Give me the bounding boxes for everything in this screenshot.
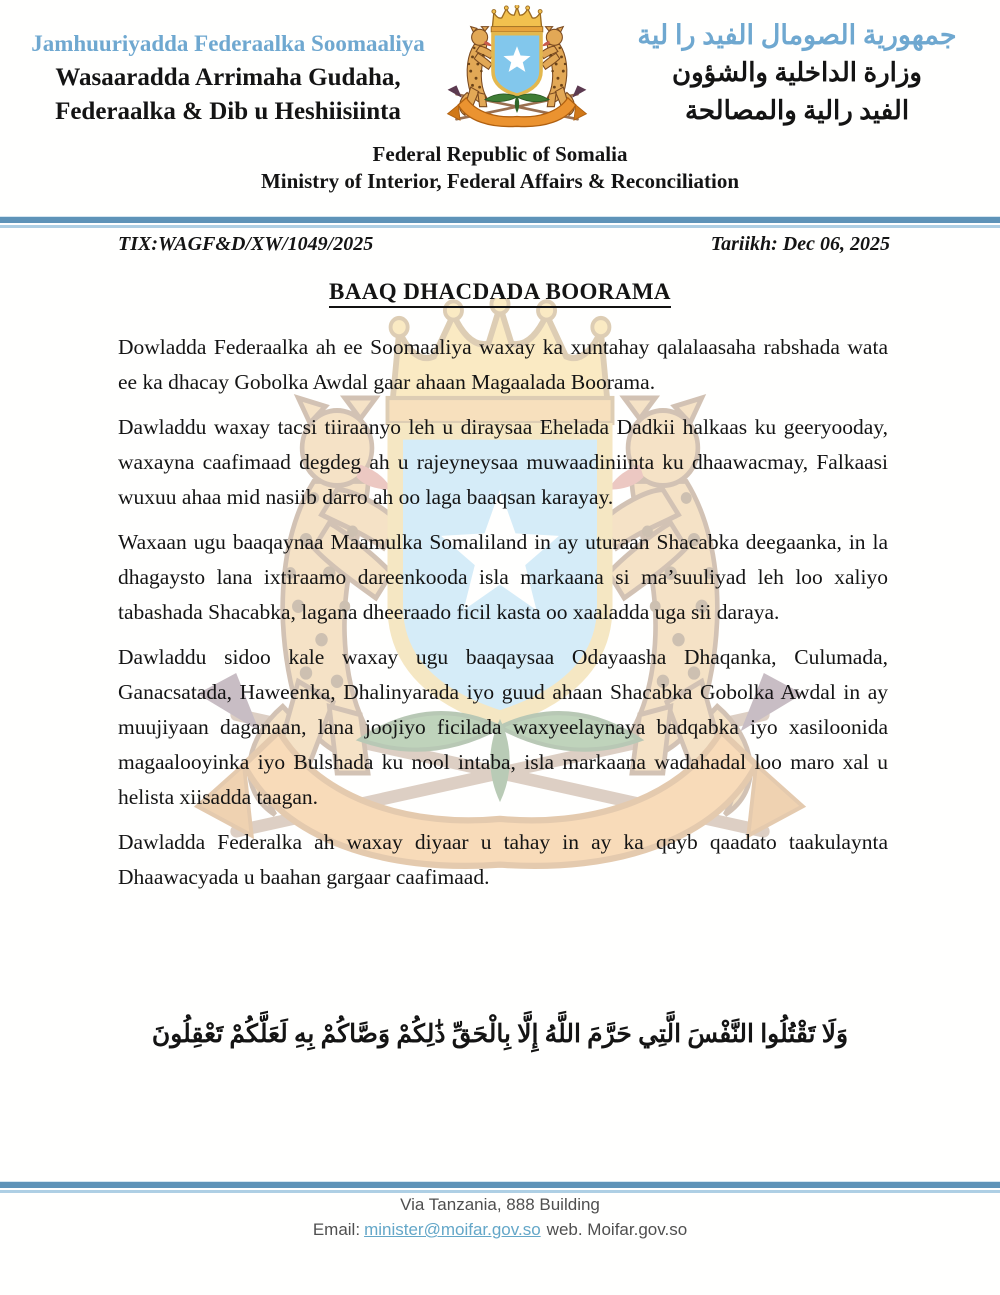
footer-web-text: web. Moifar.gov.so [546, 1220, 688, 1239]
body-paragraph: Dowladda Federaalka ah ee Soomaaliya waxay ka xuntahay qalalaasaha rabshada wata ee ka dhacay Gobolka Awdal gaar ahaan Magaalada Boorama. [118, 335, 888, 394]
footer-contact-line [0, 1217, 1000, 1242]
document-title-wrap [0, 279, 1000, 308]
reference-number: TIX:WAGF&D/XW/1049/2025 [118, 233, 374, 255]
footer-email-link[interactable]: minister@moifar.gov.so [364, 1220, 541, 1239]
header-arabic-ministry-2: الفيد رالية والمصالحة [684, 96, 910, 125]
header-somali-ministry-2: Federaalka & Dib u Heshiisiinta [55, 98, 401, 125]
body-paragraph: Dawladdu sidoo kale waxay ugu baaqaysaa Odayaasha Dhaqanka, Culumada, Ganacsatada, Haweenka, Dhalinyarada iyo guud ahaan Shacabka Gobolka Awdal in ay muujiyaan daganaan, lana joojiyo ficilada waxyeelaynaya badqabka iyo xasiloonida magaalooyinka iyo Bulshada ku nool intaba, isla markaana wadahadal loo maro xal u helista xiisadda taagan. [118, 645, 888, 809]
body-paragraph: Waxaan ugu baaqaynaa Maamulka Somaliland in ay uturaan Shacabka deegaanka, in la dhagaysto lana ixtiraamo dareenkooda isla markaana si ma’suuliyad leh loo xaliyo tabashada Shacabka, lagana dheeraado ficil kasta oo xaaladda uga sii daraya. [118, 530, 888, 624]
header-somali-block [12, 30, 444, 128]
quran-verse: وَلَا تَقْتُلُوا النَّفْسَ الَّتِي حَرَّمَ اللَّهُ إِلَّا بِالْحَقِّ ذَٰلِكُمْ وَصَّاكُمْ بِهِ لَعَلَّكُمْ تَعْقِلُونَ [151, 1021, 849, 1048]
footer-email-label: Email: [312, 1220, 361, 1239]
header-english-ministry: Ministry of Interior, Federal Affairs & Reconciliation [260, 169, 740, 193]
body-paragraph: Dawladdu waxay tacsi tiiraanyo leh u diraysaa Ehelada Dadkii halkaas ku geeryooday, waxayna caafimaad degdeg ah u rajeyneysaa muwaadiniinta ku dhaawacmay, Falkaasi wuxuu ahaa mid nasiib darro ah oo laga baaqsan karayay. [118, 415, 888, 509]
document-title: BAAQ DHACDADA BOORAMA [329, 279, 671, 308]
letter-body [118, 330, 888, 905]
header-divider-rule [0, 216, 1000, 228]
header-english-republic: Federal Republic of Somalia [372, 142, 628, 166]
footer-address: Via Tanzania, 888 Building [400, 1195, 600, 1214]
footer [0, 1192, 1000, 1242]
somalia-coat-of-arms-icon [428, 4, 606, 140]
reference-row [118, 233, 890, 256]
reference-date: Tariikh: Dec 06, 2025 [710, 233, 890, 255]
body-paragraph: Dawladda Federalka ah waxay diyaar u tahay in ay ka qayb qaadato taakulaynta Dhaawacyada u baahan gargaar caafimaad. [118, 830, 888, 889]
header-arabic-block [598, 16, 996, 130]
header-somali-ministry-1: Wasaaradda Arrimaha Gudaha, [55, 64, 401, 91]
header-somali-republic: Jamhuuriyadda Federaalka Soomaaliya [31, 31, 425, 56]
header-arabic-republic: جمهورية الصومال الفيد را لية [637, 20, 957, 50]
header-english-block [0, 141, 1000, 195]
header-arabic-ministry-1: وزارة الداخلية والشؤون [672, 58, 922, 87]
